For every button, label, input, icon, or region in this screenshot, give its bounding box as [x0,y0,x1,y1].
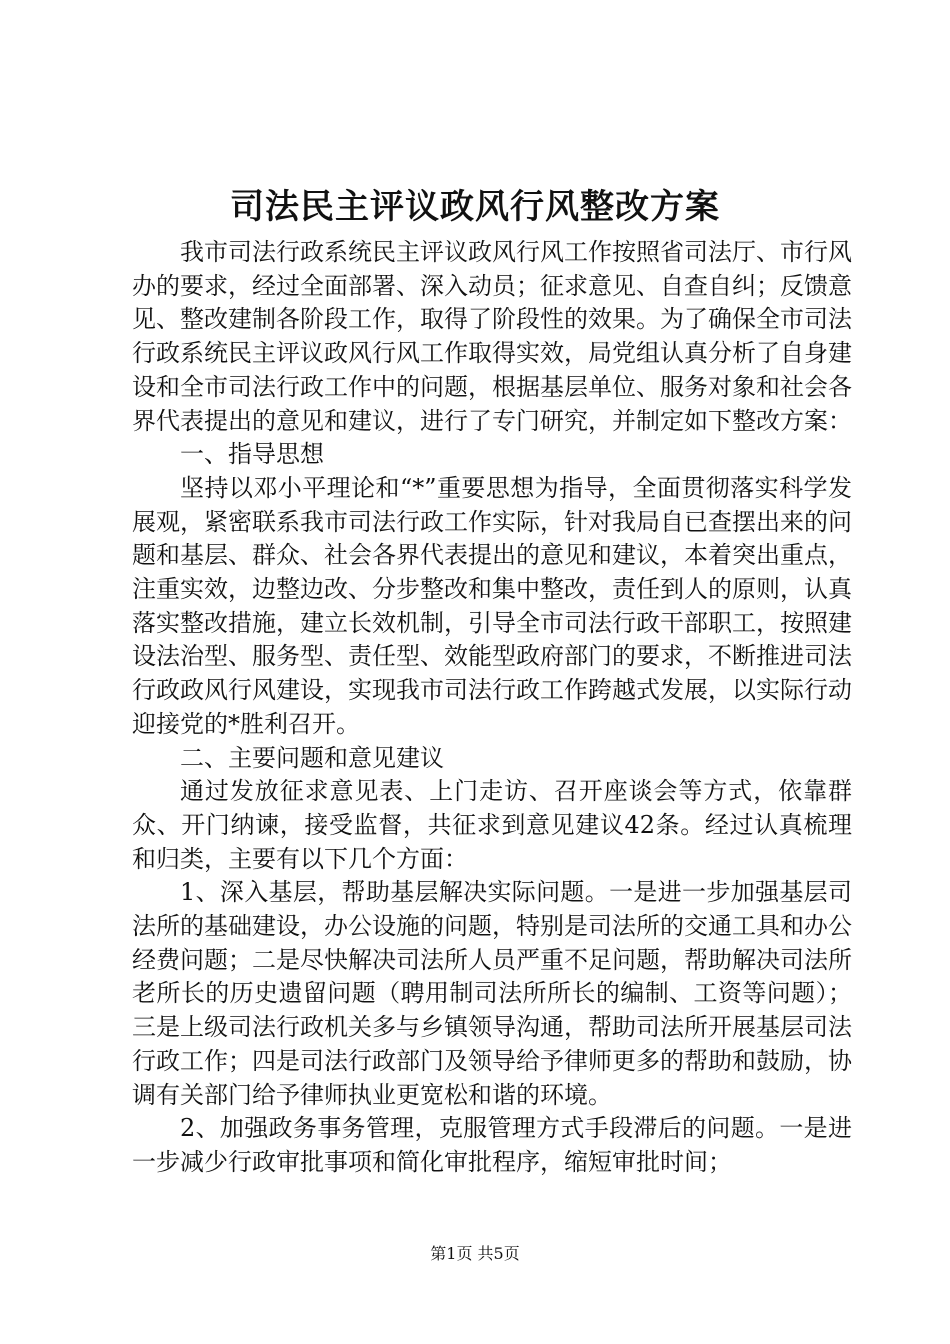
paragraph-intro: 我市司法行政系统民主评议政风行风工作按照省司法厅、市行风办的要求，经过全面部署、深入动员；征求意见、自查自纠；反馈意见、整改建制各阶段工作，取得了阶段性的效果。为了确保全市司法行政系统民主评议政风行风工作取得实效，局党组认真分析了自身建设和全市司法行政工作中的问题，根据基层单位、服务对象和社会各界代表提出的意见和建议，进行了专门研究，并制定如下整改方案： [132,238,852,435]
section-heading-main-issues: 二、主要问题和意见建议 [180,743,444,772]
page-footer: 第1页 共5页 [430,1244,520,1263]
paragraph-item-2: 2、加强政务事务管理，克服管理方式手段滞后的问题。一是进一步减少行政审批事项和简化审批程序，缩短审批时间； [132,1114,852,1176]
section-heading-guiding-thought: 一、指导思想 [180,440,324,469]
paragraph-item-1: 1、深入基层，帮助基层解决实际问题。一是进一步加强基层司法所的基础建设，办公设施的问题，特别是司法所的交通工具和办公经费问题；二是尽快解决司法所人员严重不足问题，帮助解决司法所老所长的历史遗留问题（聘用制司法所所长的编制、工资等问题）；三是上级司法行政机关多与乡镇领导沟通，帮助司法所开展基层司法行政工作；四是司法行政部门及领导给予律师更多的帮助和鼓励，协调有关部门给予律师执业更宽松和谐的环境。 [132,878,852,1109]
document-body [132,236,852,1180]
paragraph-main-issues: 通过发放征求意见表、上门走访、召开座谈会等方式，依靠群众、开门纳谏，接受监督，共征求到意见建议42条。经过认真梳理和归类，主要有以下几个方面： [132,777,852,873]
document-title: 司法民主评议政风行风整改方案 [230,187,720,227]
paragraph-guiding-thought: 坚持以邓小平理论和“*”重要思想为指导，全面贯彻落实科学发展观，紧密联系我市司法行政工作实际，针对我局自已查摆出来的问题和基层、群众、社会各界代表提出的意见和建议，本着突出重点，注重实效，边整边改、分步整改和集中整改，责任到人的原则，认真落实整改措施，建立长效机制，引导全市司法行政干部职工，按照建设法治型、服务型、责任型、效能型政府部门的要求，不断推进司法行政政风行风建设，实现我市司法行政工作跨越式发展，以实际行动迎接党的*胜利召开。 [132,473,852,738]
